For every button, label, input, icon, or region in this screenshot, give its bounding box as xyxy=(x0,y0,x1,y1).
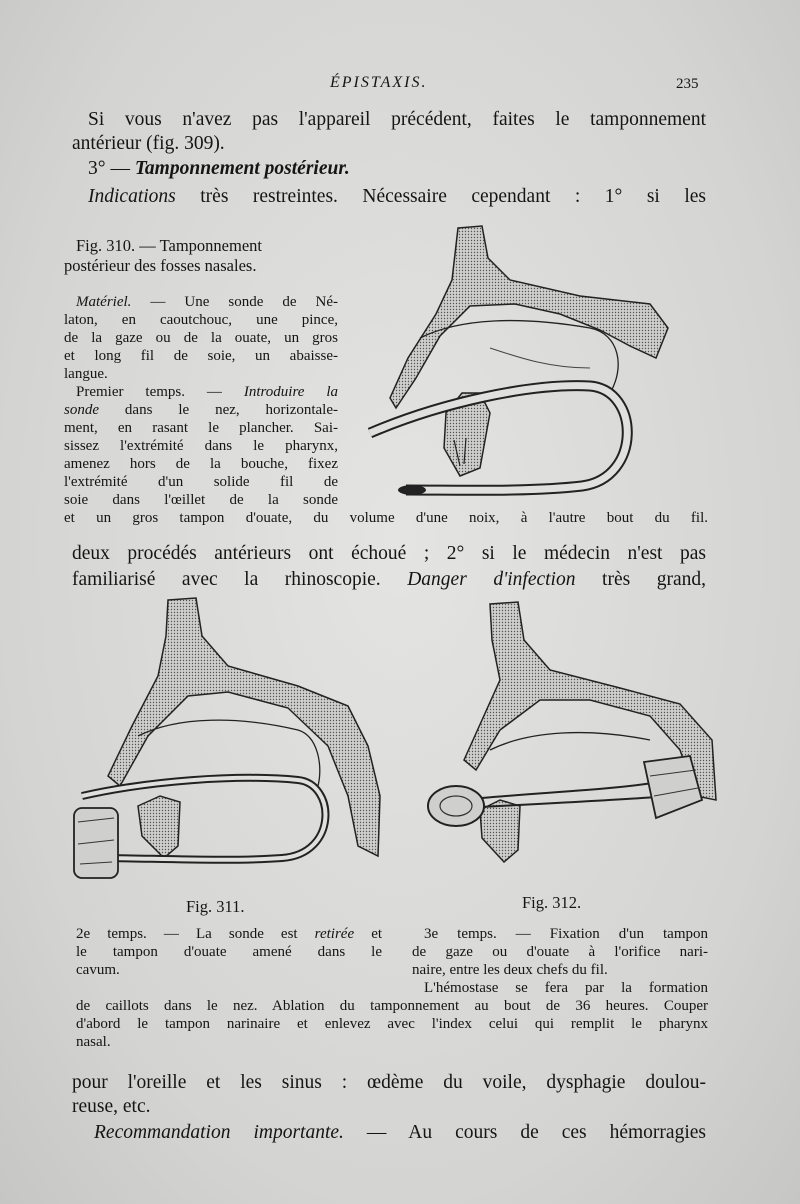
continuation-line-3: nasal. xyxy=(76,1034,111,1050)
section-dash: — xyxy=(110,158,130,179)
closing-line-1: pour l'oreille et les sinus : œdème du voile, dysphagie doulou- xyxy=(72,1072,706,1093)
temps1-line-2: sonde dans le nez, horizontale- xyxy=(64,402,339,418)
materiel-line-1: Matériel. — Une sonde de Né- xyxy=(76,294,338,310)
fig311-text-2: le tampon d'ouate amené dans le xyxy=(76,944,382,960)
materiel-line-3: de la gaze ou de la ouate, un gros xyxy=(64,330,338,346)
indications-line xyxy=(88,185,706,209)
closing-line-3: Recommandation importante. — Au cours de ces hémorragies xyxy=(94,1122,706,1143)
section-number: 3° xyxy=(88,158,106,179)
page-number: 235 xyxy=(676,76,699,92)
intro-line-2: antérieur (fig. 309). xyxy=(72,133,225,154)
temps1-line-8: et un gros tampon d'ouate, du volume d'une noix, à l'autre bout du fil. xyxy=(64,510,708,526)
fig311-illustration xyxy=(68,596,398,886)
materiel-label: Matériel. xyxy=(76,294,132,310)
continuation-line-1: de caillots dans le nez. Ablation du tamponnement au bout de 36 heures. Couper xyxy=(76,998,708,1014)
indications-label: Indications xyxy=(88,186,176,207)
temps1-line-1: Premier temps. — Introduire la xyxy=(76,384,339,400)
fig311-text-1: 2e temps. — La sonde est retirée et xyxy=(76,926,383,942)
temps1-line-6: l'extrémité d'un solide fil de xyxy=(64,474,338,490)
closing-line-2: reuse, etc. xyxy=(72,1096,151,1117)
temps1-line-5: amenez hors de la bouche, fixez xyxy=(64,456,338,472)
fig312-illustration xyxy=(420,600,730,890)
fig310-caption-1: Fig. 310. — Tamponnement xyxy=(76,236,262,255)
fig311-label: Fig. 311. xyxy=(186,897,245,916)
materiel-line-2: laton, en caoutchouc, une pince, xyxy=(64,312,338,328)
middle-line-1: deux procédés antérieurs ont échoué ; 2° si le médecin n'est pas xyxy=(72,543,706,564)
materiel-line-4: et long fil de soie, un abaisse- xyxy=(64,348,338,364)
materiel-line-5: langue. xyxy=(64,366,108,382)
fig312-text-2: de gaze ou d'ouate à l'orifice nari- xyxy=(412,944,708,960)
fig311-text-3: cavum. xyxy=(76,962,120,978)
fig312-text-4: L'hémostase se fera par la formation xyxy=(424,980,708,996)
fig310-illustration xyxy=(350,218,720,503)
fig310-caption-2: postérieur des fosses nasales. xyxy=(64,256,257,275)
fig312-text-3: naire, entre les deux chefs du fil. xyxy=(412,962,608,978)
running-title: ÉPISTAXIS. xyxy=(330,74,428,91)
indications-text: très restreintes. Nécessaire cependant : 1° si les xyxy=(200,186,707,207)
temps1-line-4: sissez l'extrémité dans le pharynx, xyxy=(64,438,338,454)
intro-line-1: Si vous n'avez pas l'appareil précédent, faites le tamponnement xyxy=(88,109,706,130)
middle-line-2: familiarisé avec la rhinoscopie. Danger d'infection très grand, xyxy=(72,569,707,590)
section-title: Tamponnement postérieur. xyxy=(134,158,350,179)
fig312-text-1: 3e temps. — Fixation d'un tampon xyxy=(424,926,708,942)
section-heading xyxy=(88,157,350,181)
temps1-line-3: ment, en rasant le plancher. Sai- xyxy=(64,420,338,436)
continuation-line-2: d'abord le tampon narinaire et enlevez avec l'index celui qui remplit le pharynx xyxy=(76,1016,708,1032)
fig312-label: Fig. 312. xyxy=(522,893,582,912)
temps1-line-7: soie dans l'œillet de la sonde xyxy=(64,492,338,508)
